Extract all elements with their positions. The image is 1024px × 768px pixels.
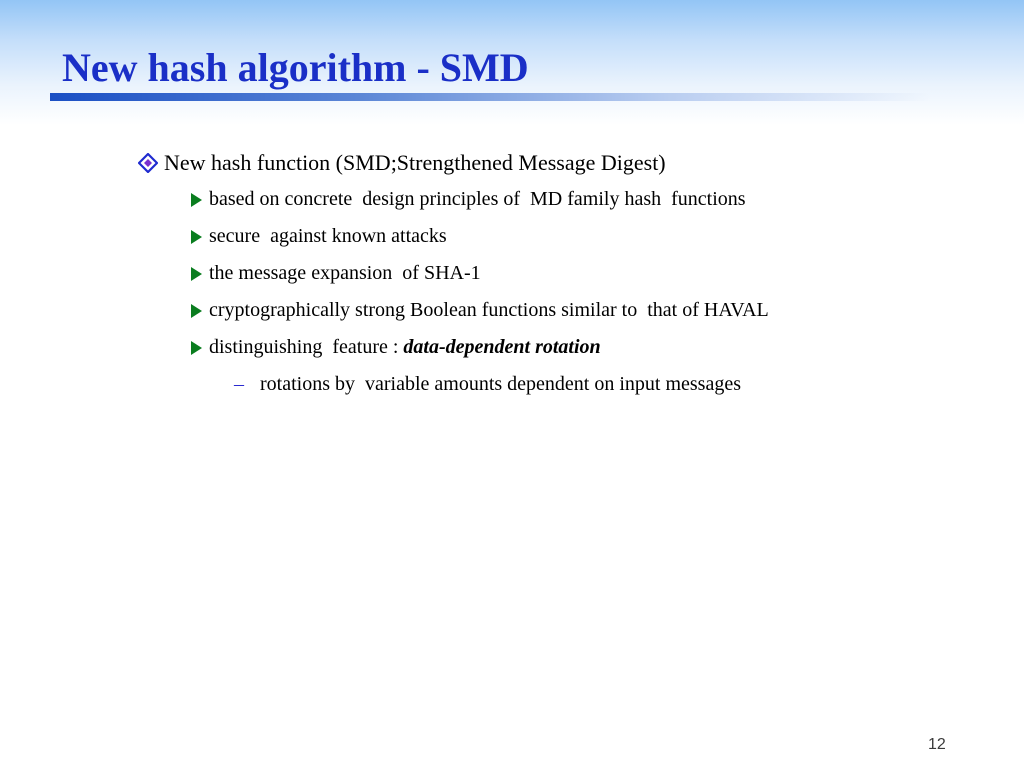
sub-bullet [169,234,481,284]
sub-bullet-text: secure against known attacks [209,225,447,247]
sub-bullet [169,160,746,210]
dash-bullet: – [234,373,244,395]
sub-bullet-text: cryptographically strong Boolean functions similar to that of HAVAL [209,299,769,321]
triangle-bullet-icon [189,334,209,360]
sub-sub-bullet [214,345,742,395]
diamond-bullet-icon [138,149,164,177]
sub-sub-bullet-text: rotations by variable amounts dependent on input messages [260,373,742,395]
bullet-text: New hash function (SMD;Strengthened Message Digest) [164,150,666,175]
emphasis-text: data-dependent rotation [403,336,601,358]
sub-bullet [169,308,601,358]
sub-bullet-text: the message expansion of SHA-1 [209,262,481,284]
title-underline [50,93,930,101]
sub-bullet-text: distinguishing feature : [209,336,404,358]
sub-bullet [169,197,447,247]
slide-title: New hash algorithm - SMD [62,45,529,90]
sub-bullet-text: based on concrete design principles of MD family hash functions [209,188,746,210]
sub-bullet [169,271,769,321]
page-number: 12 [928,736,946,753]
bullet-level-1 [116,121,666,175]
